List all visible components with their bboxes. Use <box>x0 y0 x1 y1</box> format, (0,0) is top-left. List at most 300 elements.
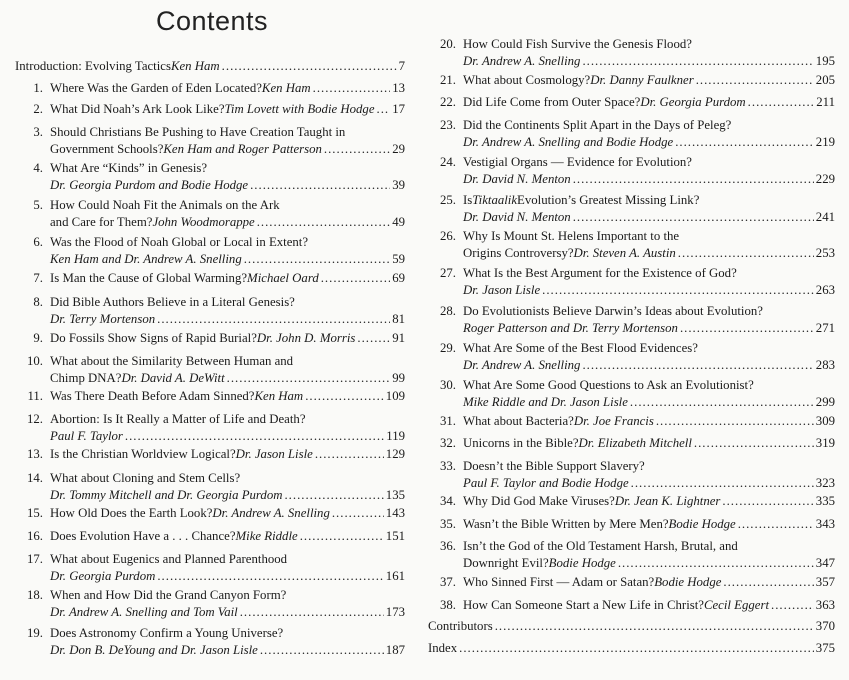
chapter-author: Cecil Eggert <box>703 598 770 612</box>
page-number: 299 <box>815 395 835 409</box>
toc-entry[interactable] <box>428 493 835 510</box>
chapter-author: Dr. Jason Lisle <box>235 447 313 461</box>
dot-leader <box>459 640 814 657</box>
chapter-number: 14. <box>27 471 43 485</box>
chapter-title: What Did Noah’s Ark Look Like? <box>50 102 225 116</box>
page-number: 91 <box>392 331 405 345</box>
toc-entry[interactable] <box>15 551 405 585</box>
page-number: 271 <box>815 321 835 335</box>
chapter-title: What about Eugenics and Planned Parenthood <box>50 552 288 566</box>
chapter-title: Do Evolutionists Believe Darwin’s Ideas about Evolution? <box>463 304 763 318</box>
chapter-author: Dr. David N. Menton <box>463 210 571 224</box>
chapter-number: 21. <box>440 73 456 87</box>
chapter-author: Dr. Andrew A. Snelling <box>463 54 581 68</box>
toc-line <box>15 58 405 75</box>
toc-entry[interactable] <box>428 413 835 430</box>
chapter-title: What about Cloning and Stem Cells? <box>50 471 241 485</box>
chapter-number: 1. <box>33 81 43 95</box>
chapter-title: Downright Evil? <box>463 556 549 570</box>
page-number: 143 <box>385 506 405 520</box>
dot-leader <box>260 642 384 659</box>
toc-entry[interactable] <box>15 160 405 194</box>
toc-entry[interactable] <box>15 124 405 158</box>
chapter-title: Index <box>428 641 458 655</box>
chapter-title: What Are Some of the Best Flood Evidences? <box>463 341 698 355</box>
dot-leader <box>630 394 814 411</box>
toc-entry[interactable] <box>428 94 835 111</box>
chapter-author: Dr. Joe Francis <box>573 414 654 428</box>
chapter-author: Michael Oard <box>247 271 319 285</box>
toc-line <box>428 171 835 188</box>
dot-leader <box>696 72 814 89</box>
page-number: 39 <box>392 178 405 192</box>
toc-entry[interactable] <box>15 101 405 118</box>
chapter-number: 15. <box>27 506 43 520</box>
toc-line <box>15 294 405 311</box>
toc-line <box>428 154 835 171</box>
page-number: 323 <box>815 476 835 490</box>
chapter-number: 10. <box>27 354 43 368</box>
chapter-title: How Could Fish Survive the Genesis Flood? <box>463 37 692 51</box>
dot-leader <box>542 282 814 299</box>
chapter-author: Dr. David A. DeWitt <box>121 371 225 385</box>
toc-line <box>428 538 835 555</box>
toc-line <box>15 214 405 231</box>
toc-line <box>428 516 835 533</box>
chapter-author: Bodie Hodge <box>548 556 616 570</box>
toc-entry[interactable] <box>15 625 405 659</box>
chapter-number: 29. <box>440 341 456 355</box>
page-number: 187 <box>385 643 405 657</box>
dot-leader <box>680 320 814 337</box>
chapter-number: 3. <box>33 125 43 139</box>
chapter-title: Vestigial Organs — Evidence for Evolution? <box>463 155 692 169</box>
chapter-title: Who Sinned First — Adam or Satan? <box>463 575 655 589</box>
toc-line <box>428 458 835 475</box>
chapter-author: Dr. Elizabeth Mitchell <box>578 436 692 450</box>
chapter-title: What about Bacteria? <box>463 414 574 428</box>
chapter-number: 19. <box>27 626 43 640</box>
toc-line <box>428 555 835 572</box>
chapter-author: Ken Ham <box>261 81 311 95</box>
dot-leader <box>227 370 391 387</box>
chapter-number: 32. <box>440 436 456 450</box>
chapter-author: Dr. Don B. DeYoung and Dr. Jason Lisle <box>50 643 258 657</box>
chapter-title: Do Fossils Show Signs of Rapid Burial? <box>50 331 257 345</box>
toc-line <box>15 388 405 405</box>
chapter-number: 17. <box>27 552 43 566</box>
dot-leader <box>675 134 814 151</box>
toc-entry[interactable] <box>428 154 835 188</box>
chapter-title: Did Life Come from Outer Space? <box>463 95 641 109</box>
chapter-number: 26. <box>440 229 456 243</box>
chapter-title: Origins Controversy? <box>463 246 574 260</box>
toc-line <box>15 101 405 118</box>
page-number: 347 <box>815 556 835 570</box>
page-number: 129 <box>385 447 405 461</box>
chapter-number: 12. <box>27 412 43 426</box>
chapter-number: 24. <box>440 155 456 169</box>
page-number: 119 <box>386 429 405 443</box>
chapter-number: 20. <box>440 37 456 51</box>
page-number: 173 <box>385 605 405 619</box>
toc-line <box>428 320 835 337</box>
chapter-author: Dr. Georgia Purdom <box>50 569 156 583</box>
chapter-number: 9. <box>33 331 43 345</box>
chapter-title: Why Did God Make Viruses? <box>463 494 615 508</box>
toc-line <box>15 330 405 347</box>
toc-entry[interactable] <box>428 574 835 591</box>
page-number: 81 <box>392 312 405 326</box>
toc-line <box>428 475 835 492</box>
chapter-author: Ken Ham and Roger Patterson <box>163 142 322 156</box>
chapter-number: 23. <box>440 118 456 132</box>
toc-entry[interactable] <box>428 516 835 533</box>
chapter-author: Mike Riddle and Dr. Jason Lisle <box>463 395 628 409</box>
toc-line <box>428 574 835 591</box>
toc-entry[interactable] <box>15 411 405 445</box>
dot-leader <box>157 311 390 328</box>
toc-entry[interactable] <box>428 228 835 262</box>
page-number: 283 <box>815 358 835 372</box>
toc-line <box>428 192 835 209</box>
chapter-title: Doesn’t the Bible Support Slavery? <box>463 459 645 473</box>
toc-entry[interactable] <box>428 72 835 89</box>
page-number: 195 <box>815 54 835 68</box>
toc-entry[interactable] <box>428 435 835 452</box>
chapter-title: When and How Did the Grand Canyon Form? <box>50 588 287 602</box>
toc-entry[interactable] <box>15 197 405 231</box>
page-title: Contents <box>155 6 269 36</box>
toc-entry[interactable] <box>15 388 405 405</box>
toc-line <box>15 177 405 194</box>
dot-leader <box>631 475 814 492</box>
toc-line <box>428 435 835 452</box>
dot-leader <box>305 388 384 405</box>
dot-leader <box>722 493 813 510</box>
toc-line <box>15 625 405 642</box>
dot-leader <box>300 528 384 545</box>
page-number: 229 <box>815 172 835 186</box>
toc-entry[interactable] <box>428 192 835 226</box>
chapter-title: Does Astronomy Confirm a Young Universe? <box>50 626 284 640</box>
page-number: 59 <box>392 252 405 266</box>
toc-entry[interactable] <box>428 640 835 657</box>
dot-leader <box>582 53 813 70</box>
toc-entry[interactable] <box>428 377 835 411</box>
chapter-title: Why Is Mount St. Helens Important to the <box>463 229 680 243</box>
chapter-author: Tim Lovett with Bodie Hodge <box>224 102 375 116</box>
page-number: 219 <box>815 135 835 149</box>
dot-leader <box>694 435 814 452</box>
toc-line <box>15 568 405 585</box>
page-number: 29 <box>392 142 405 156</box>
toc-line <box>428 640 835 657</box>
dot-leader <box>315 446 384 463</box>
toc-line <box>15 446 405 463</box>
toc-line <box>15 370 405 387</box>
toc-line <box>15 587 405 604</box>
toc-line <box>428 117 835 134</box>
toc-line <box>15 604 405 621</box>
toc-line <box>428 618 835 635</box>
toc-line <box>428 94 835 111</box>
page-number: 205 <box>815 73 835 87</box>
toc-line <box>428 228 835 245</box>
chapter-title: Does Evolution Have a . . . Chance? <box>50 529 236 543</box>
chapter-number: 16. <box>27 529 43 543</box>
toc-entry[interactable] <box>15 587 405 621</box>
chapter-author: Ken Ham <box>254 389 304 403</box>
chapter-number: 25. <box>440 193 456 207</box>
chapter-title: What about the Similarity Between Human and <box>50 354 294 368</box>
chapter-author: Dr. Terry Mortenson <box>50 312 156 326</box>
chapter-title: Was There Death Before Adam Sinned? <box>50 389 255 403</box>
chapter-number: 18. <box>27 588 43 602</box>
chapter-title: Did the Continents Split Apart in the Days of Peleg? <box>463 118 732 132</box>
toc-entry[interactable] <box>15 505 405 522</box>
dot-leader <box>321 270 390 287</box>
chapter-author: John Woodmorappe <box>152 215 255 229</box>
dot-leader <box>157 568 383 585</box>
page-number: 253 <box>815 246 835 260</box>
page-number: 241 <box>815 210 835 224</box>
dot-leader <box>125 428 384 445</box>
toc-entry[interactable] <box>15 80 405 97</box>
toc-line <box>428 357 835 374</box>
chapter-author: Ken Ham and Dr. Andrew A. Snelling <box>50 252 242 266</box>
chapter-number: 33. <box>440 459 456 473</box>
page-number: 370 <box>815 619 835 633</box>
dot-leader <box>377 101 391 118</box>
toc-entry[interactable] <box>428 618 835 635</box>
page-number: 263 <box>815 283 835 297</box>
chapter-title: Is Man the Cause of Global Warming? <box>50 271 248 285</box>
toc-line <box>15 428 405 445</box>
chapter-title: How Could Noah Fit the Animals on the Ark <box>50 198 280 212</box>
toc-entry[interactable] <box>428 538 835 572</box>
toc-line <box>15 251 405 268</box>
dot-leader <box>582 357 813 374</box>
dot-leader <box>257 214 391 231</box>
page-number: 17 <box>392 102 405 116</box>
chapter-author: Paul F. Taylor and Bodie Hodge <box>463 476 629 490</box>
page-number: 309 <box>815 414 835 428</box>
chapter-title: Is <box>463 193 473 207</box>
toc-entry[interactable] <box>15 270 405 287</box>
page-number: 99 <box>392 371 405 385</box>
chapter-title: Wasn’t the Bible Written by Mere Men? <box>463 517 669 531</box>
page-number: 363 <box>815 598 835 612</box>
toc-entry[interactable] <box>428 265 835 299</box>
chapter-title: How Can Someone Start a New Life in Christ? <box>463 598 704 612</box>
toc-line <box>428 597 835 614</box>
toc-entry[interactable] <box>428 117 835 151</box>
chapter-author: Bodie Hodge <box>654 575 722 589</box>
toc-entry[interactable] <box>15 353 405 387</box>
page-number: 7 <box>398 59 405 73</box>
toc-line <box>15 80 405 97</box>
chapter-author: Dr. Andrew A. Snelling and Bodie Hodge <box>463 135 674 149</box>
chapter-author: Dr. Jason Lisle <box>463 283 541 297</box>
toc-line <box>428 134 835 151</box>
toc-line <box>428 377 835 394</box>
dot-leader <box>738 516 814 533</box>
chapter-title-italic: Tiktaalik <box>472 193 518 207</box>
chapter-title: Was the Flood of Noah Global or Local in Extent? <box>50 235 309 249</box>
toc-entry[interactable] <box>15 330 405 347</box>
chapter-title: Abortion: Is It Really a Matter of Life and Death? <box>50 412 306 426</box>
chapter-title: What Are “Kinds” in Genesis? <box>50 161 208 175</box>
toc-entry[interactable] <box>15 294 405 328</box>
toc-line <box>428 493 835 510</box>
toc-line <box>15 470 405 487</box>
dot-leader <box>332 505 384 522</box>
chapter-title: Introduction: Evolving Tactics <box>15 59 171 73</box>
chapter-title: Is the Christian Worldview Logical? <box>50 447 236 461</box>
chapter-number: 35. <box>440 517 456 531</box>
chapter-author: Dr. John D. Morris <box>256 331 356 345</box>
page-number: 319 <box>815 436 835 450</box>
chapter-number: 31. <box>440 414 456 428</box>
toc-line <box>15 234 405 251</box>
dot-leader <box>357 330 390 347</box>
toc-line <box>15 160 405 177</box>
chapter-author: Roger Patterson and Dr. Terry Mortenson <box>463 321 678 335</box>
toc-line <box>15 487 405 504</box>
chapter-title: Evolution’s Greatest Missing Link? <box>517 193 700 207</box>
page-number: 109 <box>385 389 405 403</box>
dot-leader <box>324 141 390 158</box>
dot-leader <box>656 413 814 430</box>
chapter-title: How Old Does the Earth Look? <box>50 506 213 520</box>
toc-line <box>428 282 835 299</box>
chapter-author: Dr. Andrew A. Snelling <box>212 506 330 520</box>
chapter-author: Mike Riddle <box>235 529 298 543</box>
toc-entry[interactable] <box>15 446 405 463</box>
toc-line <box>428 72 835 89</box>
page-number: 161 <box>385 569 405 583</box>
toc-entry[interactable] <box>428 597 835 614</box>
dot-leader <box>748 94 815 111</box>
page-number: 69 <box>392 271 405 285</box>
chapter-title: What about Cosmology? <box>463 73 591 87</box>
dot-leader <box>618 555 814 572</box>
chapter-title: and Care for Them? <box>50 215 153 229</box>
chapter-title: Where Was the Garden of Eden Located? <box>50 81 262 95</box>
chapter-number: 34. <box>440 494 456 508</box>
dot-leader <box>771 597 814 614</box>
toc-line <box>15 124 405 141</box>
toc-line <box>428 303 835 320</box>
toc-line <box>15 551 405 568</box>
chapter-number: 13. <box>27 447 43 461</box>
chapter-number: 38. <box>440 598 456 612</box>
chapter-number: 4. <box>33 161 43 175</box>
chapter-number: 2. <box>33 102 43 116</box>
chapter-author: Ken Ham <box>170 59 220 73</box>
toc-line <box>15 270 405 287</box>
dot-leader <box>250 177 390 194</box>
chapter-number: 22. <box>440 95 456 109</box>
chapter-number: 7. <box>33 271 43 285</box>
dot-leader <box>222 58 397 75</box>
page-number: 151 <box>385 529 405 543</box>
chapter-number: 27. <box>440 266 456 280</box>
toc-line <box>15 197 405 214</box>
toc-line <box>428 413 835 430</box>
chapter-title: Chimp DNA? <box>50 371 122 385</box>
chapter-number: 5. <box>33 198 43 212</box>
toc-line <box>428 53 835 70</box>
dot-leader <box>240 604 384 621</box>
toc-entry[interactable] <box>15 58 405 75</box>
dot-leader <box>244 251 390 268</box>
toc-entry[interactable] <box>428 36 835 70</box>
chapter-author: Dr. Andrew A. Snelling and Tom Vail <box>50 605 238 619</box>
toc-line <box>15 505 405 522</box>
chapter-number: 30. <box>440 378 456 392</box>
page-number: 335 <box>815 494 835 508</box>
toc-line <box>15 528 405 545</box>
chapter-title: Government Schools? <box>50 142 164 156</box>
page-number: 357 <box>815 575 835 589</box>
chapter-title: Contributors <box>428 619 493 633</box>
toc-line <box>428 394 835 411</box>
toc-line <box>15 353 405 370</box>
chapter-author: Dr. Georgia Purdom <box>640 95 746 109</box>
chapter-author: Dr. Tommy Mitchell and Dr. Georgia Purdom <box>50 488 283 502</box>
chapter-author: Dr. Jean K. Lightner <box>614 494 721 508</box>
toc-line <box>15 141 405 158</box>
toc-entry[interactable] <box>428 458 835 492</box>
dot-leader <box>573 209 814 226</box>
chapter-author: Dr. Georgia Purdom and Bodie Hodge <box>50 178 249 192</box>
toc-line <box>428 36 835 53</box>
dot-leader <box>723 574 813 591</box>
toc-entry[interactable] <box>15 470 405 504</box>
chapter-author: Dr. David N. Menton <box>463 172 571 186</box>
chapter-number: 11. <box>27 389 43 403</box>
chapter-title: Did Bible Authors Believe in a Literal Genesis? <box>50 295 295 309</box>
chapter-title: Should Christians Be Pushing to Have Creation Taught in <box>50 125 346 139</box>
dot-leader <box>313 80 391 97</box>
page-number: 13 <box>392 81 405 95</box>
toc-line <box>15 311 405 328</box>
dot-leader <box>573 171 814 188</box>
toc-entry[interactable] <box>428 340 835 374</box>
chapter-author: Bodie Hodge <box>668 517 736 531</box>
chapter-number: 37. <box>440 575 456 589</box>
chapter-number: 28. <box>440 304 456 318</box>
chapter-author: Dr. Danny Faulkner <box>590 73 694 87</box>
toc-line <box>15 411 405 428</box>
page-number: 375 <box>815 641 835 655</box>
page-number: 49 <box>392 215 405 229</box>
page-number: 135 <box>385 488 405 502</box>
toc-entry[interactable] <box>15 234 405 268</box>
page-number: 211 <box>816 95 835 109</box>
chapter-number: 36. <box>440 539 456 553</box>
toc-line <box>428 209 835 226</box>
dot-leader <box>284 487 383 504</box>
chapter-author: Paul F. Taylor <box>50 429 123 443</box>
chapter-title: Unicorns in the Bible? <box>463 436 579 450</box>
chapter-title: What Is the Best Argument for the Existence of God? <box>463 266 737 280</box>
toc-line <box>428 265 835 282</box>
toc-entry[interactable] <box>428 303 835 337</box>
toc-entry[interactable] <box>15 528 405 545</box>
